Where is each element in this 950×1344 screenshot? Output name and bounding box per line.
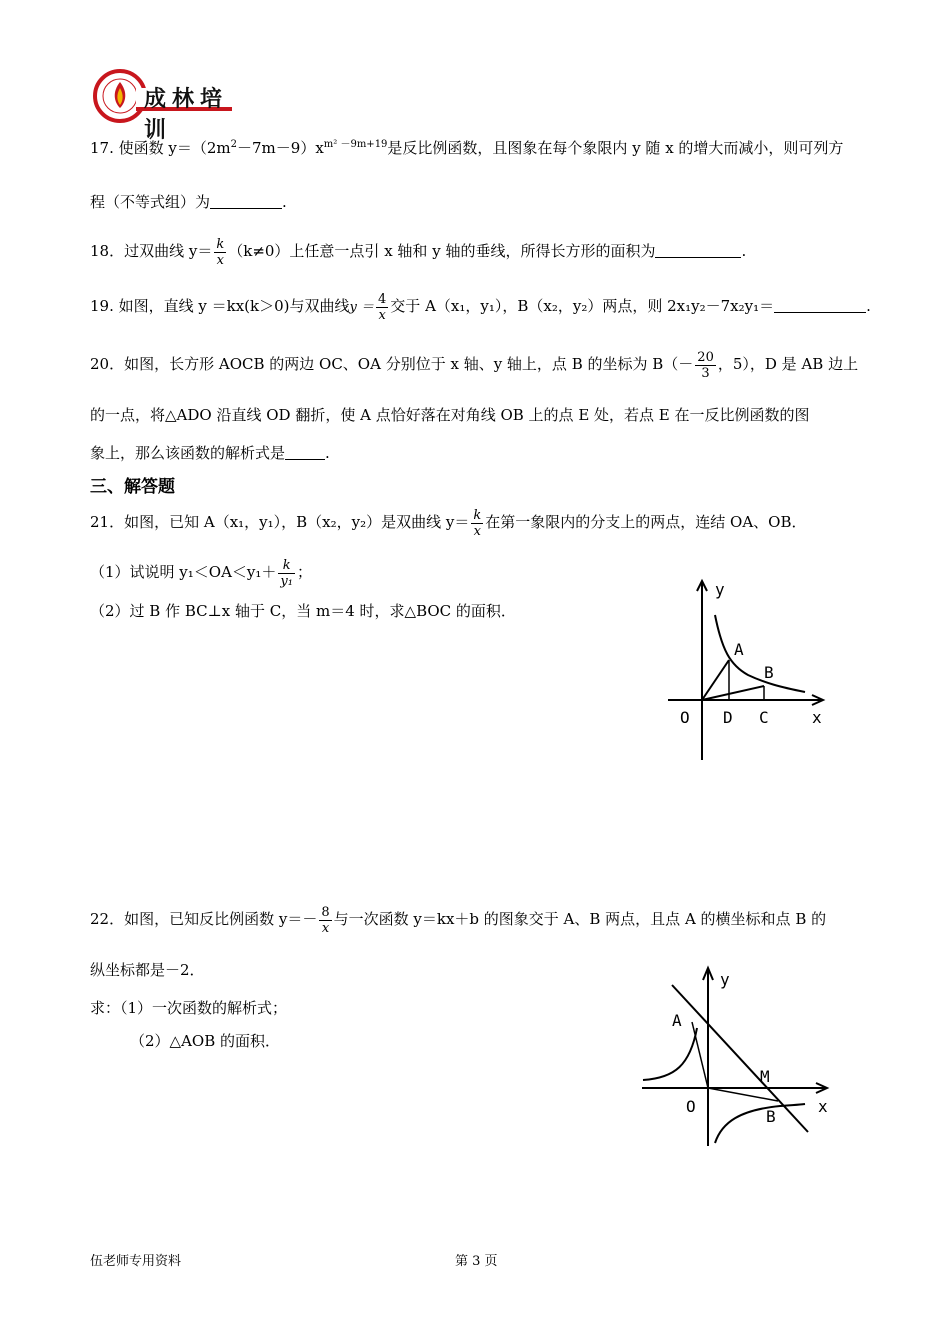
- footer-page-number: 第 3 页: [455, 1254, 498, 1269]
- label-d: D: [723, 708, 733, 727]
- question-17-line2: [90, 192, 287, 212]
- denominator: y₁: [280, 573, 293, 589]
- denominator: x: [376, 307, 388, 323]
- q17-text-3: 是反比例函数，且图象在每个象限内 y 随 x 的增大而减小，则可列方: [387, 139, 844, 157]
- q17-text-2: －7m－9）x: [237, 139, 324, 157]
- label-o: O: [686, 1097, 696, 1116]
- label-y: y: [720, 970, 730, 989]
- footer-left: 伍老师专用资料: [90, 1254, 182, 1269]
- segment-oa: [692, 1022, 708, 1088]
- q17-text: 17. 使函数 y＝（2m: [90, 139, 231, 157]
- label-y: y: [715, 580, 725, 599]
- section-heading: 三、解答题: [90, 477, 175, 497]
- q22-ask1-text: 求：（1）一次函数的解析式；: [90, 999, 288, 1017]
- figure-21: [660, 575, 840, 765]
- answer-blank[interactable]: [210, 194, 282, 209]
- question-17: 17. 使函数 $y=(2m^2-7m-9)x^{m^2 -9m+19}$是反比例函数，且图象在每个象限内 y 随 x 的增大而减小，则可列方: [90, 139, 844, 157]
- denominator: x: [471, 523, 483, 539]
- q19-lhs: y ＝: [349, 300, 375, 315]
- question-20-line2: [90, 405, 810, 425]
- numerator: 4: [378, 291, 387, 307]
- label-c: C: [759, 708, 769, 727]
- q20-line2-text: 的一点，将△ADO 沿直线 OD 翻折，使 A 点恰好落在对角线 OB 上的点 E 处，若点 E 在一反比例函数的图: [90, 406, 810, 424]
- q20-line3-text: 象上，那么该函数的解析式是: [90, 444, 286, 462]
- q18-text-2: （k≠0）上任意一点引 x 轴和 y 轴的垂线，所得长方形的面积为: [228, 242, 656, 260]
- question-20-line3: [90, 443, 330, 463]
- denominator: 3: [695, 365, 716, 381]
- label-o: O: [680, 708, 690, 727]
- q19-text: 19. 如图，直线 y ＝kx(k＞0)与双曲线: [90, 297, 350, 315]
- label-b: B: [766, 1107, 776, 1126]
- q21-text-2: 在第一象限内的分支上的两点，连结 OA、OB．: [485, 513, 807, 531]
- q21-text: 21．如图，已知 A（x₁，y₁），B（x₂，y₂）是双曲线 y＝: [90, 513, 470, 531]
- question-22-ask2: [130, 1031, 280, 1051]
- hyperbola-left-branch: [643, 1028, 697, 1080]
- q21-part1-end: ；: [296, 563, 312, 581]
- q19-text-2: 交于 A（x₁，y₁），B（x₂，y₂）两点，则 2x₁y₂－7x₂y₁＝: [390, 297, 775, 315]
- question-18: [90, 233, 746, 269]
- label-m: M: [760, 1067, 770, 1086]
- q18-text: 18．过双曲线 y＝: [90, 242, 213, 260]
- question-21-part1: [90, 552, 312, 592]
- numerator: k: [216, 236, 225, 252]
- q20-text-2: ，5），D 是 AB 边上: [717, 355, 859, 373]
- question-21: [90, 504, 807, 540]
- question-22-line2: [90, 960, 205, 980]
- q21-part2-text: （2）过 B 作 BC⊥x 轴于 C，当 m＝4 时，求△BOC 的面积．: [90, 602, 516, 620]
- denominator: x: [214, 252, 226, 268]
- answer-blank[interactable]: [774, 298, 866, 313]
- segment-ob: [702, 686, 764, 700]
- label-x: x: [812, 708, 822, 727]
- label-x: x: [818, 1097, 828, 1116]
- figure-22: [640, 960, 840, 1150]
- denominator: x: [319, 920, 331, 936]
- q21-part1-text: （1）试说明 y₁＜OA＜y₁＋: [90, 563, 277, 581]
- period: .: [325, 444, 330, 462]
- label-b: B: [764, 663, 774, 682]
- fraction: [319, 905, 331, 936]
- logo-text: 成林培训: [144, 86, 229, 143]
- period: .: [866, 297, 871, 315]
- numerator: 20: [697, 349, 714, 365]
- fraction: [376, 292, 388, 323]
- fraction: [278, 558, 295, 589]
- question-21-part2: [90, 601, 516, 621]
- q20-text: 20．如图，长方形 AOCB 的两边 OC、OA 分别位于 x 轴、y 轴上，点 B 的坐标为 B（－: [90, 355, 694, 373]
- label-a: A: [672, 1011, 682, 1030]
- question-22-ask1: [90, 998, 287, 1018]
- answer-blank[interactable]: [655, 243, 741, 258]
- numerator: k: [282, 557, 291, 573]
- numerator: k: [473, 507, 482, 523]
- segment-ob: [708, 1088, 778, 1101]
- q17-exponent: m² －9m+19: [323, 139, 388, 150]
- fraction: [471, 508, 483, 539]
- q22-text-2: 与一次函数 y＝kx＋b 的图象交于 A、B 两点，且点 A 的横坐标和点 B 的: [333, 910, 827, 928]
- period: .: [282, 193, 287, 211]
- period: .: [741, 242, 747, 260]
- logo: [92, 68, 237, 143]
- label-a: A: [734, 640, 744, 659]
- question-22: [90, 900, 826, 938]
- numerator: 8: [321, 904, 330, 920]
- q22-line2-text: 纵坐标都是－2．: [90, 961, 205, 979]
- answer-blank[interactable]: [285, 445, 325, 460]
- q22-text: 22．如图，已知反比例函数 y＝－: [90, 910, 318, 928]
- question-20: [90, 345, 858, 383]
- question-19: [90, 288, 871, 326]
- q22-ask2-text: （2）△AOB 的面积．: [130, 1032, 281, 1050]
- q17-line2-text: 程（不等式组）为: [90, 193, 211, 211]
- fraction: [695, 350, 716, 381]
- hyperbola-right-branch: [715, 1104, 805, 1143]
- fraction: [214, 237, 226, 268]
